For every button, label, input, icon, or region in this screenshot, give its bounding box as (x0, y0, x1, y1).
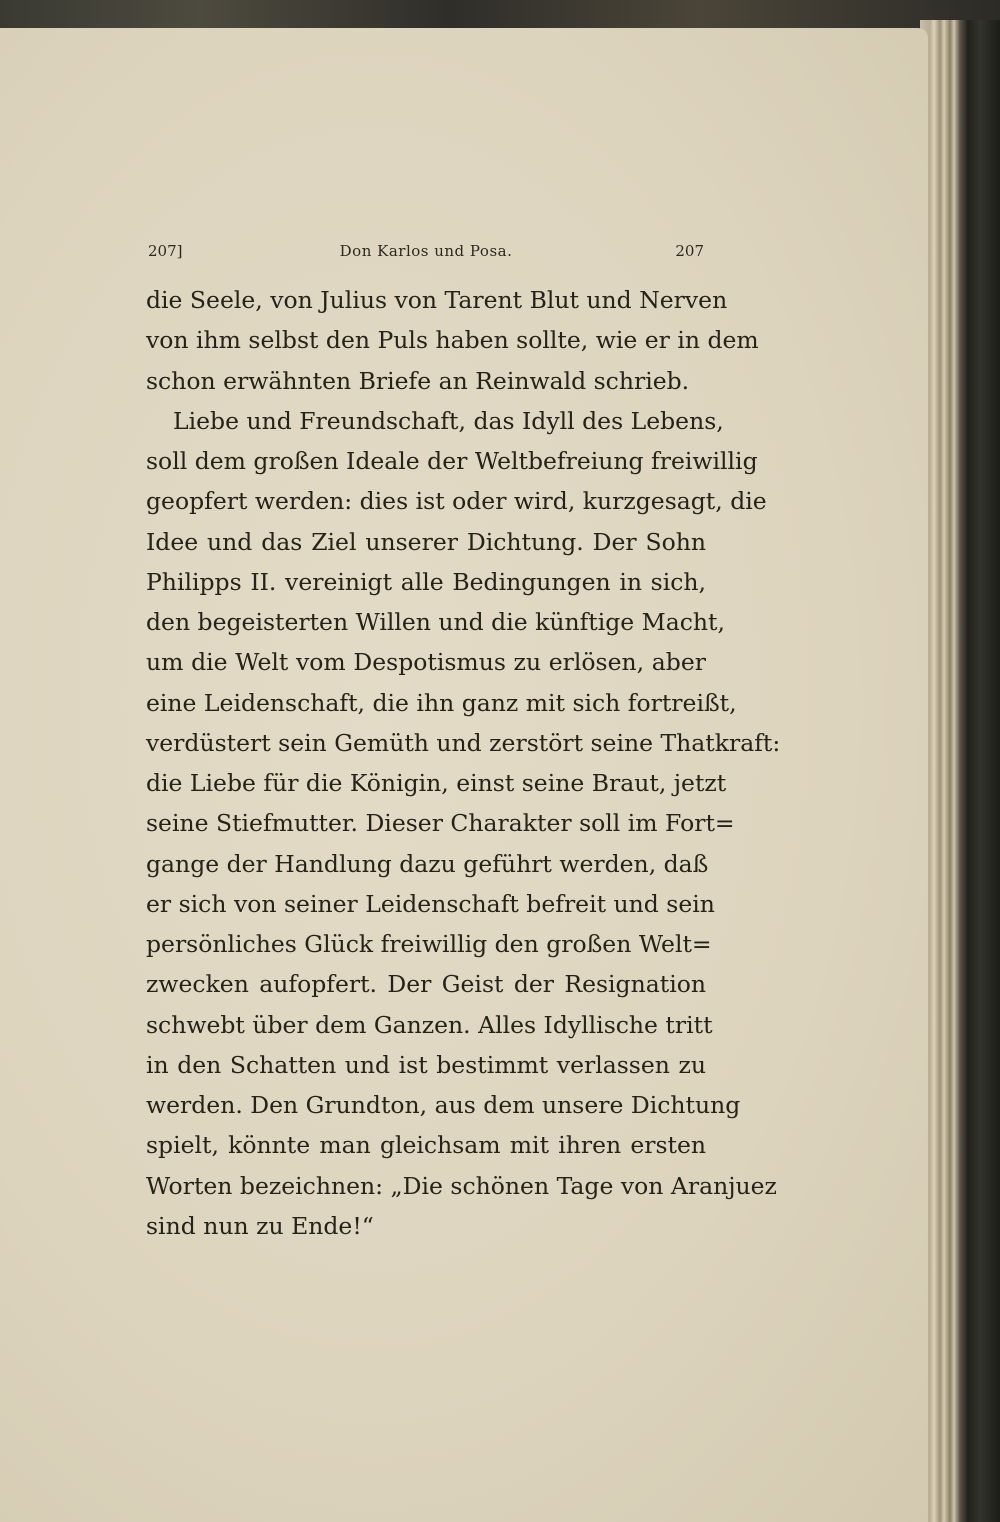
text-line: verdüstert sein Gemüth und zerstört seine Thatkraft: (146, 728, 781, 757)
text-line: gange der Handlung dazu geführt werden, daß (146, 849, 709, 878)
text-line: spielt, könnte man gleichsam mit ihren ersten (146, 1131, 706, 1160)
text-line: um die Welt vom Despotismus zu erlösen, aber (146, 648, 706, 677)
text-line: seine Stiefmutter. Dieser Charakter soll im Fort= (146, 809, 735, 838)
text-line: von ihm selbst den Puls haben sollte, wie er in dem (146, 326, 759, 355)
text-line: Worten bezeichnen: „Die schönen Tage von Aranjuez (146, 1171, 777, 1200)
text-line: werden. Den Grundton, aus dem unsere Dichtung (146, 1091, 741, 1119)
text-line: schon erwähnten Briefe an Reinwald schrieb. (146, 366, 690, 395)
running-title: Don Karlos und Posa. (339, 242, 513, 260)
text-line: die Seele, von Julius von Tarent Blut und Nerven (146, 286, 728, 314)
text-line: schwebt über dem Ganzen. Alles Idyllische tritt (146, 1010, 713, 1039)
text-line: persönliches Glück freiwillig den großen Welt= (146, 930, 712, 958)
text-line: soll dem großen Ideale der Weltbefreiung freiwillig (146, 447, 758, 475)
body-text (146, 280, 781, 1246)
text-line: er sich von seiner Leidenschaft befreit und sein (146, 889, 715, 918)
book-cover-edge (920, 20, 1000, 1522)
text-line: eine Leidenschaft, die ihn ganz mit sich fortreißt, (146, 688, 737, 717)
page-header (148, 242, 704, 264)
text-line: geopfert werden: dies ist oder wird, kurzgesagt, die (146, 487, 767, 516)
text-line: Liebe und Freundschaft, das Idyll des Lebens, (173, 406, 724, 435)
text-line: den begeisterten Willen und die künftige Macht, (146, 608, 725, 636)
text-line: sind nun zu Ende!“ (146, 1211, 374, 1240)
text-line: die Liebe für die Königin, einst seine Braut, jetzt (146, 769, 727, 797)
page-number: 207 (675, 242, 704, 260)
text-line: in den Schatten und ist bestimmt verlassen zu (146, 1050, 706, 1079)
header-reference: 207] (148, 242, 183, 260)
text-line: zwecken aufopfert. Der Geist der Resignation (146, 970, 706, 999)
text-line: Idee und das Ziel unserer Dichtung. Der Sohn (146, 527, 706, 556)
text-line: Philipps II. vereinigt alle Bedingungen in sich, (146, 567, 706, 596)
